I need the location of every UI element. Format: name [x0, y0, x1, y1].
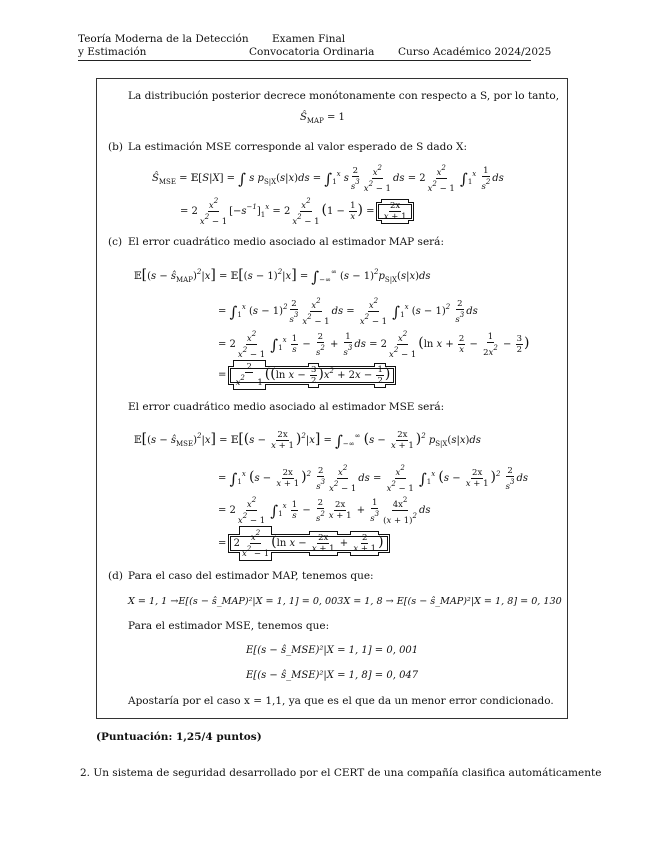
part-d-label: (d)	[108, 570, 123, 582]
question-2-text: 2. Un sistema de seguridad desarrollado por el CERT de una compañía clasifica automáticamente	[80, 767, 602, 779]
exam-title: Examen Final	[272, 33, 346, 45]
map-error-line1: 𝔼[(s − $ŝ_{MAP})^2|x$] = 𝔼[(s − $1)^2|x] = \int_{-\infty}^\infty$ $(s - 1)^2p_{S|X}(s|x)ds$	[134, 267, 431, 286]
score-text: (Puntuación: 1,25/4 puntos)	[96, 731, 262, 743]
course-title-line1: Teoría Moderna de la Detección	[78, 33, 249, 45]
mse-case-x11: E[(s − ŝ_MSE)²|X = 1, 1] = 0, 001	[246, 645, 419, 656]
part-b-label: (b)	[108, 141, 123, 153]
mse-error-text: El error cuadrático medio asociado al estimador MSE será:	[128, 401, 445, 413]
intro-text: La distribución posterior decrece monótonamente con respecto a S, por lo tanto,	[128, 90, 560, 102]
mse-equation-line2: = 2 $\frac{x^2}{x^2 - 1}$ $[-s^{-1}]_1^x = 2$ $\frac{x^2}{x^2 - 1}$ (1 − $\frac{1}{x}$ ) = $\frac{2x}{x + 1}$	[180, 196, 412, 227]
map-cases-line: X = 1, 1 →E[(s − ŝ_MAP)²|X = 1, 1] = 0, 003X = 1, 8 → E[(s − ŝ_MAP)²|X = 1, 8] = 0, 130	[128, 596, 562, 607]
mse-error-line1: 𝔼[(s − $ŝ_{MSE})^2|x$] = 𝔼[(s − $\frac{2x}{x + 1}$ )$^2|x] = \int_{-\infty}^\infty$ (s − $\frac{2x}{x + 1}$ )$^2$ $p_{S|X}(s|x)ds$	[134, 430, 481, 451]
exam-session: Convocatoria Ordinaria	[249, 46, 375, 58]
mse-error-line2: = $\int_1^x$ (s − $\frac{2x}{x + 1}$ )$^2$ $\frac{2}{s^3}$ $\frac{x^2}{x^2 - 1}$ ds = $\frac{x^2}{x^2 - 1}$ $\int_1^x$ (s − $\frac{2x}{x + 1}$ )$^2$ $\frac{2}{s^3}$ ds	[218, 464, 529, 494]
map-error-line2: = $\int_1^x$ $(s - 1)^2$ $\frac{2}{s^3}$ $\frac{x^2}{x^2 - 1}$ ds = $\frac{x^2}{x^2 - 1}$ $\int_1^x$ $(s - 1)^2$ $\frac{2}{s^3}$ ds	[218, 297, 478, 327]
course-title-line2: y Estimación	[78, 46, 147, 58]
academic-year: Curso Académico 2024/2025	[398, 46, 552, 58]
part-c-text: El error cuadrático medio asociado al estimador MAP será:	[128, 236, 444, 248]
header-rule	[78, 60, 531, 61]
part-d-text: Para el caso del estimador MAP, tenemos que:	[128, 570, 374, 582]
mse-case-x18: E[(s − ŝ_MSE)²|X = 1, 8] = 0, 047	[246, 670, 419, 681]
part-c-label: (c)	[108, 236, 123, 248]
conclusion-text: Apostaría por el caso x = 1,1, ya que es el que da un menor error condicionado.	[128, 695, 554, 707]
mse-error-line4: = 2 $\frac{x^2}{x^2 - 1}$ (ln x − $\frac{2x}{x + 1}$ + $\frac{2}{x + 1}$ )	[218, 528, 388, 559]
mse-cases-intro: Para el estimador MSE, tenemos que:	[128, 620, 330, 632]
map-estimate: $Ŝ_{MAP} = 1$	[300, 112, 345, 125]
map-error-line3: = 2 $\frac{x^2}{x^2 - 1}$ $\int_1^x$ $\frac{1}{s}$ − $\frac{2}{s^2}$ + $\frac{1}{s^3}$ ds = 2 $\frac{x^2}{x^2 - 1}$ (ln x + $\frac{2}{x}$ − $\frac{1}{2x^2}$ − $\frac{3}{2}$ )	[218, 330, 530, 360]
mse-equation-line1: $Ŝ_{MSE}$ = 𝔼[S|X] = ∫ s $p_{S|X}(s|x)ds = \int_1^x$ s $\frac{2}{s^3}$ $\frac{x^2}{x^2 - 1}$ ds = 2 $\frac{x^2}{x^2 - 1}$ $\int_1^x$ $\frac{1}{s^2}$ ds	[152, 164, 504, 194]
mse-error-line3: = 2 $\frac{x^2}{x^2 - 1}$ $\int_1^x$ $\frac{1}{s}$ − $\frac{2}{s^2}$ $\frac{2x}{x + 1}$ + $\frac{1}{s^3}$ $\frac{4x^2}{(x + 1)^2}$ ds	[218, 496, 431, 526]
part-b-text: La estimación MSE corresponde al valor esperado de S dado X:	[128, 141, 468, 153]
map-error-line4: = $\frac{2}{x^2 - 1}$ ((ln x − $\frac{3}{2}$ )$x^2 + 2x$ − $\frac{1}{2}$ )	[218, 362, 394, 388]
